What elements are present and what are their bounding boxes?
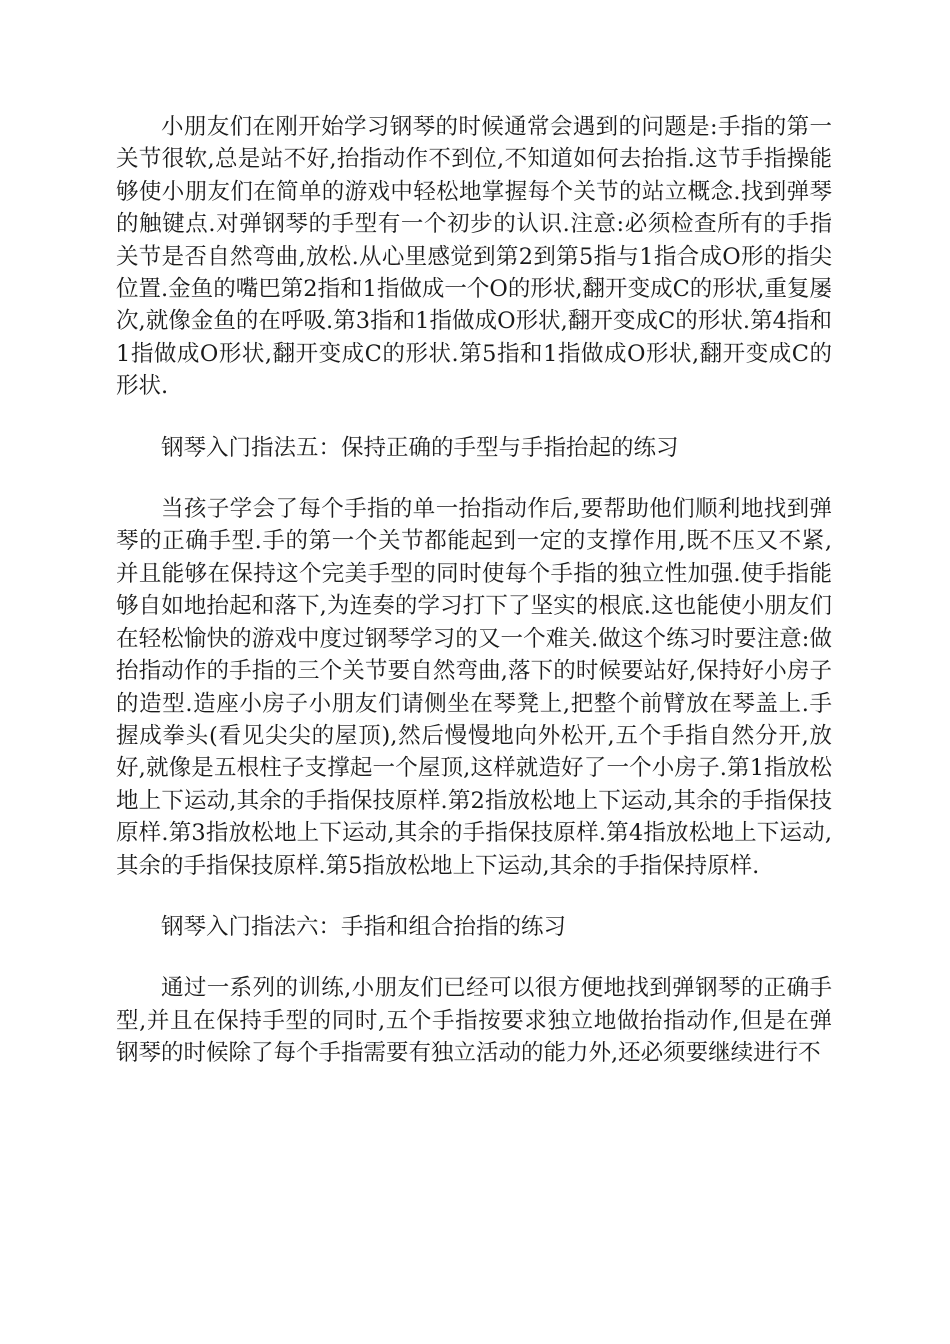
paragraph-combined-lift-practice: 通过一系列的训练,小朋友们已经可以很方便地找到弹钢琴的正确手型,并且在保持手型的同时,五个手指按要求独立地做抬指动作,但是在弹钢琴的时候除了每个手指需要有独立活动的能力外,还必须要继续进行不 bbox=[116, 975, 832, 1067]
paragraph-hand-shape-practice: 当孩子学会了每个手指的单一抬指动作后,要帮助他们顺利地找到弹琴的正确手型.手的第一个关节都能起到一定的支撑作用,既不压又不紧,并且能够在保持这个完美手型的同时使每个手指的独立性加强.使手指能够自如地抬起和落下,为连奏的学习打下了坚实的根底.这也能使小朋友们在轻松愉快的游戏中度过钢琴学习的又一个难关.做这个练习时要注意:做抬指动作的手指的三个关节要自然弯曲,落下的时候要站好,保持好小房子的造型.造座小房子小朋友们请侧坐在琴凳上,把整个前臂放在琴盖上.手握成拳头(看见尖尖的屋顶),然后慢慢地向外松开,五个手指自然分开,放好,就像是五根柱子支撑起一个屋顶,这样就造好了一个小房子.第1指放松地上下运动,其余的手指保技原样.第2指放松地上下运动,其余的手指保技原样.第3指放松地上下运动,其余的手指保技原样.第4指放松地上下运动,其余的手指保技原样.第5指放松地上下运动,其余的手指保持原样. bbox=[116, 496, 832, 879]
section-heading-method-6: 钢琴入门指法六：手指和组合抬指的练习 bbox=[161, 913, 567, 940]
section-heading-method-5: 钢琴入门指法五：保持正确的手型与手指抬起的练习 bbox=[161, 434, 679, 461]
paragraph-finger-joint-intro: 小朋友们在刚开始学习钢琴的时候通常会遇到的问题是:手指的第一关节很软,总是站不好,抬指动作不到位,不知道如何去抬指.这节手指操能够使小朋友们在简单的游戏中轻松地掌握每个关节的站立概念.找到弹琴的触键点.对弹钢琴的手型有一个初步的认识.注意:必须检查所有的手指关节是否自然弯曲,放松.从心里感觉到第2到第5指与1指合成O形的指尖位置.金鱼的嘴巴第2指和1指做成一个O的形状,翻开变成C的形状,重复屡次,就像金鱼的在呼吸.第3指和1指做成O形状,翻开变成C的形状.第4指和1指做成O形状,翻开变成C的形状.第5指和1指做成O形状,翻开变成C的形状. bbox=[116, 114, 832, 400]
document-page bbox=[116, 111, 832, 1070]
